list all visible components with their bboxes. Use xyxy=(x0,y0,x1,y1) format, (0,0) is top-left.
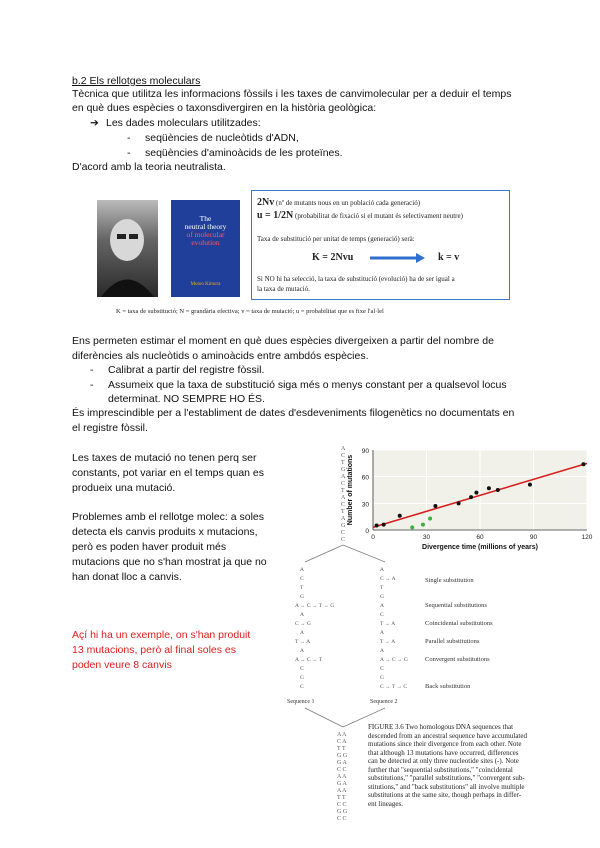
figure-caption-line: stitutions," and "back substitutions" all involve multiple xyxy=(368,782,525,791)
x-tick-label: 90 xyxy=(529,534,538,541)
svg-text:A A: A A xyxy=(337,788,347,794)
red-line-3: poden veure 8 canvis xyxy=(72,659,172,671)
bullet-2-cont: determinat. NO SEMPRE HO ÉS. xyxy=(108,393,265,405)
svg-text:C: C xyxy=(341,453,346,459)
event-label: Coincidental substitutions xyxy=(425,620,493,627)
arrow-item: Les dades moleculars utilitzades: xyxy=(106,117,261,129)
svg-text:C: C xyxy=(341,537,346,543)
svg-text:G G: G G xyxy=(337,809,348,815)
svg-text:G: G xyxy=(380,675,384,681)
svg-text:C C: C C xyxy=(337,767,347,773)
figure-caption-line: mutations since their divergence from each other. Note xyxy=(368,740,522,748)
y-tick-label: 60 xyxy=(361,474,369,482)
para3-line-1: És imprescindible per a l'establiment de dates d'esdeveniments filogenètics no documentats en xyxy=(72,407,515,419)
svg-text:A: A xyxy=(300,648,304,654)
portrait-icon xyxy=(97,200,158,297)
dash-marker: - xyxy=(90,364,94,376)
para2-line-2: diferències als nucleòtids o aminoàcids entre ambdós espècies. xyxy=(72,350,369,362)
svg-text:A → C → T → G: A → C → T → G xyxy=(295,603,335,609)
data-point xyxy=(474,491,478,495)
svg-text:T: T xyxy=(380,585,384,591)
book-title-line: The xyxy=(199,214,212,223)
x-tick-label: 0 xyxy=(371,534,375,541)
figure-caption-line: that although 13 mutations have occurred, differences xyxy=(368,748,519,757)
figure-caption-line: ent lineages. xyxy=(368,799,403,808)
figure-caption-line: FIGURE 3.6 Two homologous DNA sequences that xyxy=(368,723,514,731)
tree-branch xyxy=(305,545,343,562)
event-label: Sequential substitutions xyxy=(425,602,487,609)
aligned-pairs xyxy=(337,732,348,822)
event-label: Back substitution xyxy=(425,683,471,690)
svg-text:A → C → T: A → C → T xyxy=(295,657,323,663)
svg-text:A: A xyxy=(380,630,384,636)
svg-text:G: G xyxy=(380,594,384,600)
data-point xyxy=(410,525,414,529)
svg-text:G G: G G xyxy=(337,753,348,759)
book-title-line: evolution xyxy=(191,238,220,247)
y-tick-label: 0 xyxy=(365,528,369,535)
formula-2nv: 2Nv xyxy=(257,197,275,208)
arrow-icon: ➔ xyxy=(90,117,99,129)
svg-text:A: A xyxy=(341,495,346,501)
svg-text:A: A xyxy=(300,612,304,618)
figure-caption-line: can be detected at only three nucleotide sites (-). Note xyxy=(368,757,519,765)
svg-text:C: C xyxy=(341,481,346,487)
figure-caption-line: further that "sequential substitutions," "coincidental xyxy=(368,765,513,774)
svg-text:C: C xyxy=(341,530,346,536)
svg-text:G: G xyxy=(300,594,304,600)
svg-text:T: T xyxy=(341,488,345,494)
data-point xyxy=(528,483,532,487)
left2-line-3: però es poden haver produit més xyxy=(72,541,227,553)
left2-line-2: detecta els canvis produits x mutacions, xyxy=(72,526,258,538)
data-point xyxy=(457,501,461,505)
svg-text:C: C xyxy=(380,612,384,618)
substitution-labels xyxy=(425,577,493,690)
svg-text:T T: T T xyxy=(337,795,346,801)
data-point xyxy=(421,523,425,527)
svg-text:C → A: C → A xyxy=(380,576,396,582)
para2-line-1: Ens permeten estimar el moment en què dues espècies divergeixen a partir del nombre de xyxy=(72,335,494,347)
data-point xyxy=(496,488,500,492)
formula-caption: K = taxa de substitució; N = grandària efectiva; v = taxa de mutació; u = probabilitat que es fixe l'al·lel xyxy=(116,308,384,315)
svg-text:C: C xyxy=(300,666,304,672)
y-tick-label: 90 xyxy=(361,448,369,455)
x-tick-label: 120 xyxy=(581,534,593,541)
svg-text:G: G xyxy=(300,675,304,681)
event-label: Parallel substitutions xyxy=(425,638,480,645)
book-author: Motoo Kimura xyxy=(190,282,221,287)
formula-note-2: la taxa de mutació. xyxy=(257,285,310,293)
sequence-2-column xyxy=(380,567,408,690)
formula-box xyxy=(251,190,510,300)
svg-text:C A: C A xyxy=(337,739,347,745)
data-point xyxy=(428,516,432,520)
svg-text:G A: G A xyxy=(337,760,347,766)
svg-text:C: C xyxy=(300,576,304,582)
formula-eq-right: k = v xyxy=(438,252,460,263)
svg-text:T T: T T xyxy=(337,746,346,752)
x-axis-title: Divergence time (millions of years) xyxy=(422,544,538,551)
data-point xyxy=(382,523,386,527)
data-point xyxy=(433,504,437,508)
svg-text:T: T xyxy=(300,585,304,591)
svg-text:A A: A A xyxy=(337,774,347,780)
dash-marker: - xyxy=(90,379,94,391)
left1-line-1: Les taxes de mutació no tenen perq ser xyxy=(72,452,257,464)
svg-text:C: C xyxy=(380,666,384,672)
figure-caption-line: descended from an ancestral sequence have accumulated xyxy=(368,731,527,740)
svg-text:A: A xyxy=(380,603,384,609)
svg-text:T: T xyxy=(341,460,345,466)
svg-text:A: A xyxy=(300,630,304,636)
data-point xyxy=(469,495,473,499)
data-point xyxy=(581,462,585,466)
svg-text:G: G xyxy=(341,467,346,473)
svg-text:C C: C C xyxy=(337,802,347,808)
data-point xyxy=(398,514,402,518)
tree-branch xyxy=(305,708,343,727)
sub-item-2: seqüències d'aminoàcids de les proteïnes. xyxy=(145,147,343,159)
dash-marker: - xyxy=(127,147,131,159)
event-label: Single substitution xyxy=(425,577,474,584)
svg-text:A: A xyxy=(341,516,346,522)
svg-text:T → A: T → A xyxy=(380,621,396,627)
left1-line-3: produeix una mutació. xyxy=(72,482,176,494)
formula-rate-line: Taxa de substitució per unitat de temps (generació) serà: xyxy=(257,235,415,243)
y-axis-title: Number of mutations xyxy=(347,454,354,526)
sequence-1-column xyxy=(295,567,334,690)
svg-text:A: A xyxy=(380,648,384,654)
para3-line-2: el registre fòssil. xyxy=(72,422,148,434)
svg-text:T: T xyxy=(341,509,345,515)
dash-marker: - xyxy=(127,132,131,144)
left2-line-5: han donat lloc a canvis. xyxy=(72,571,182,583)
right-arrow-icon xyxy=(370,252,426,264)
red-line-1: Açí hi ha un exemple, on s'han produit xyxy=(72,629,251,641)
book-title-line: of molecular xyxy=(186,230,225,239)
left2-line-1: Problemes amb el rellotge molec: a soles xyxy=(72,511,265,523)
sub-item-1: seqüències de nucleòtids d'ADN, xyxy=(145,132,299,144)
sequence-2-label: Sequence 2 xyxy=(370,699,398,705)
portrait-photo xyxy=(97,200,158,297)
event-label: Convergent substitutions xyxy=(425,656,490,663)
figure-caption-line: substitutions at the same site, though perhaps in differ- xyxy=(368,791,522,799)
svg-text:G A: G A xyxy=(337,781,347,787)
svg-text:A: A xyxy=(341,446,346,452)
svg-text:A → C → G: A → C → G xyxy=(380,657,408,663)
book-cover xyxy=(171,200,240,297)
red-line-2: 13 mutacions, però al final soles es xyxy=(72,644,237,656)
formula-u-desc: (probabilitat de fixació si el mutant és selectivament neutre) xyxy=(295,212,463,220)
svg-text:C → T → C: C → T → C xyxy=(380,684,407,690)
formula-note-1: Si NO hi ha selecció, la taxa de substitució (evolució) ha de ser igual a xyxy=(257,275,455,283)
x-tick-label: 30 xyxy=(422,534,431,541)
section-title: b.2 Els rellotges moleculars xyxy=(72,75,201,87)
y-tick-label: 30 xyxy=(361,501,369,509)
svg-text:C C: C C xyxy=(337,816,347,822)
neutral-line: D'acord amb la teoria neutralista. xyxy=(72,161,226,173)
mutation-scatter-chart xyxy=(340,442,595,557)
formula-u: u = 1/2N xyxy=(257,210,294,221)
figure-caption-line: substitutions," "parallel substitutions," "convergent sub- xyxy=(368,774,525,782)
formula-2nv-desc: (nº de mutants nous en un població cada generació) xyxy=(275,199,421,207)
intro-line-1: Tècnica que utilitza les informacions fòssils i les taxes de canvimolecular per a deduir el temps xyxy=(72,88,512,100)
book-title-line: neutral theory xyxy=(184,222,227,231)
svg-text:T → A: T → A xyxy=(380,639,396,645)
data-point xyxy=(375,524,379,528)
left1-line-2: constants, pot variar en el temps quan es xyxy=(72,467,265,479)
x-tick-label: 60 xyxy=(476,534,484,541)
svg-text:T → A: T → A xyxy=(295,639,311,645)
svg-text:C: C xyxy=(341,502,346,508)
figure-caption xyxy=(368,723,527,808)
svg-text:C: C xyxy=(300,684,304,690)
bullet-1: Calibrat a partir del registre fòssil. xyxy=(108,364,265,376)
left2-line-4: mutacions que no s'han mostrat ja que no xyxy=(72,556,267,568)
intro-line-2: en què dues espècies o taxonsdivergiren en la història geològica: xyxy=(72,102,377,114)
svg-text:C → G: C → G xyxy=(295,621,311,627)
sequence-1-label: Sequence 1 xyxy=(287,699,315,705)
svg-text:A A: A A xyxy=(337,732,347,738)
svg-text:A: A xyxy=(300,567,304,573)
svg-text:G: G xyxy=(341,523,346,529)
bullet-2: Assumeix que la taxa de substitució siga més o menys constant per a qualsevol locus xyxy=(108,379,507,391)
svg-text:A: A xyxy=(380,567,384,573)
data-point xyxy=(487,486,491,490)
svg-text:A: A xyxy=(341,474,346,480)
formula-eq-left: K = 2Nvu xyxy=(312,252,354,263)
